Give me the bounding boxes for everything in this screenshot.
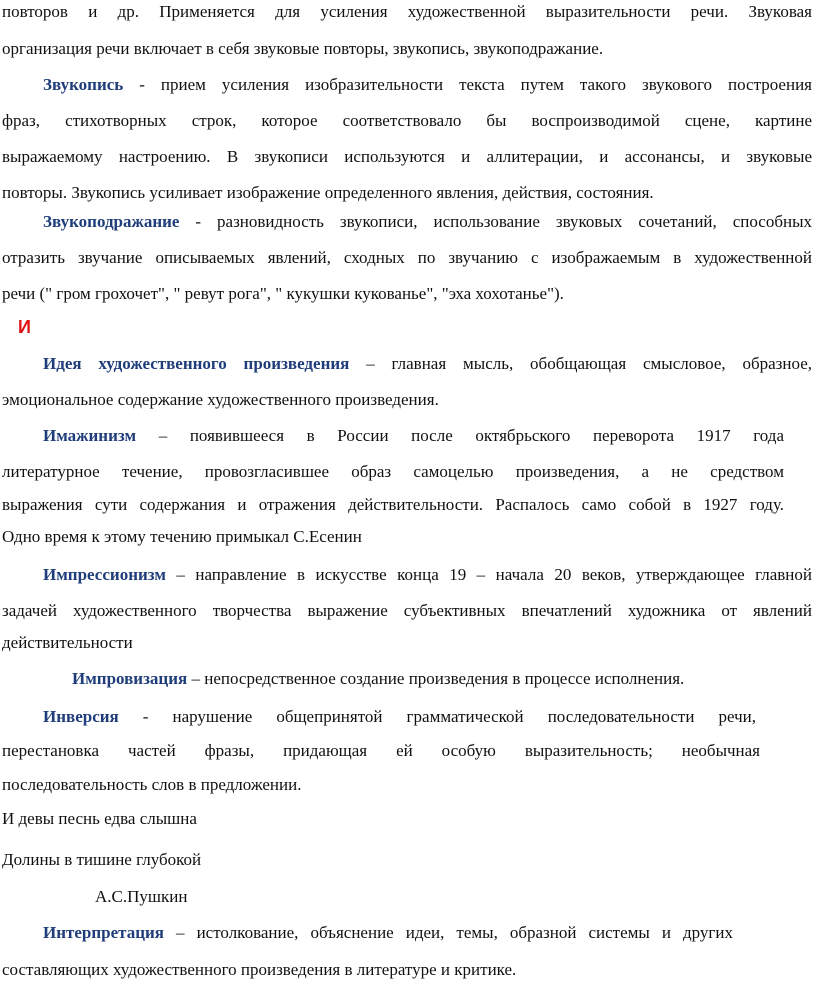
- paragraph-line: речи (" гром грохочет", " ревут рога", " кукушки кукованье", "эха хохотанье").: [2, 284, 564, 303]
- paragraph-line: выражения сути содержания и отражения действительности. Распалось само собой в 1927 году.: [2, 495, 784, 514]
- definition-text: - разновидность звукописи, использование звуковых сочетаний, способных: [179, 212, 812, 231]
- paragraph-line: последовательность слов в предложении.: [2, 775, 302, 794]
- paragraph-line: составляющих художественного произведения в литературе и критике.: [2, 960, 517, 979]
- paragraph-line: действительности: [2, 633, 133, 652]
- definition-imazhinizm: [43, 426, 784, 446]
- definition-zvukopis: [43, 75, 812, 95]
- term-zvukopis: Звукопись: [43, 75, 124, 94]
- paragraph-line: Одно время к этому течению примыкал С.Есенин: [2, 527, 362, 546]
- term-impressionizm: Импрессионизм: [43, 565, 166, 584]
- paragraph-line: выражаемому настроению. В звукописи используются и аллитерации, и ассонансы, и звуковые: [2, 147, 812, 166]
- definition-interpretaciya: [43, 923, 733, 943]
- definition-inversiya: [43, 707, 756, 727]
- term-interpretaciya: Интерпретация: [43, 923, 165, 942]
- section-letter: И: [18, 317, 31, 337]
- definition-impressionizm: [43, 565, 812, 585]
- paragraph-line: фраз, стихотворных строк, которое соответствовало бы воспроизводимой сцене, картине: [2, 111, 812, 130]
- term-ideya: Идея художественного произведения: [43, 354, 350, 373]
- poem-line: Долины в тишине глубокой: [2, 850, 202, 869]
- definition-improvizaciya: [72, 669, 684, 689]
- paragraph-line: отразить звучание описываемых явлений, сходных по звучанию с изображаемым в художественной: [2, 248, 812, 267]
- term-inversiya: Инверсия: [43, 707, 119, 726]
- poem-author: А.С.Пушкин: [95, 887, 188, 906]
- definition-text: – появившееся в России после октябрьского переворота 1917 года: [136, 426, 784, 445]
- definition-text: – направление в искусстве конца 19 – начала 20 веков, утверждающее главной: [165, 565, 812, 584]
- definition-text: – непосредственное создание произведения в процессе исполнения.: [187, 669, 685, 688]
- term-improvizaciya: Импровизация: [72, 669, 188, 688]
- term-imazhinizm: Имажинизм: [43, 426, 137, 445]
- paragraph-line: эмоциональное содержание художественного произведения.: [2, 390, 439, 409]
- definition-zvukopodrazhanie: [43, 212, 812, 232]
- definition-text: – истолкование, объяснение идеи, темы, образной системы и других: [164, 923, 733, 942]
- definition-text: - нарушение общепринятой грамматической последовательности речи,: [118, 707, 756, 726]
- poem-line: И девы песнь едва слышна: [2, 809, 197, 828]
- paragraph-line: повторов и др. Применяется для усиления художественной выразительности речи. Звуковая: [2, 2, 812, 21]
- term-zvukopodrazhanie: Звукоподражание: [43, 212, 180, 231]
- paragraph-line: повторы. Звукопись усиливает изображение определенного явления, действия, состояния.: [2, 183, 654, 202]
- paragraph-line: перестановка частей фразы, придающая ей особую выразительность; необычная: [2, 741, 760, 760]
- paragraph-line: литературное течение, провозгласившее образ самоцелью произведения, а не средством: [2, 462, 784, 481]
- definition-text: - прием усиления изобразительности текста путем такого звукового построения: [123, 75, 812, 94]
- paragraph-line: организация речи включает в себя звуковые повторы, звукопись, звукоподражание.: [2, 39, 604, 58]
- definition-ideya: [43, 354, 812, 374]
- paragraph-line: задачей художественного творчества выражение субъективных впечатлений художника от явлений: [2, 601, 812, 620]
- definition-text: – главная мысль, обобщающая смысловое, образное,: [349, 354, 812, 373]
